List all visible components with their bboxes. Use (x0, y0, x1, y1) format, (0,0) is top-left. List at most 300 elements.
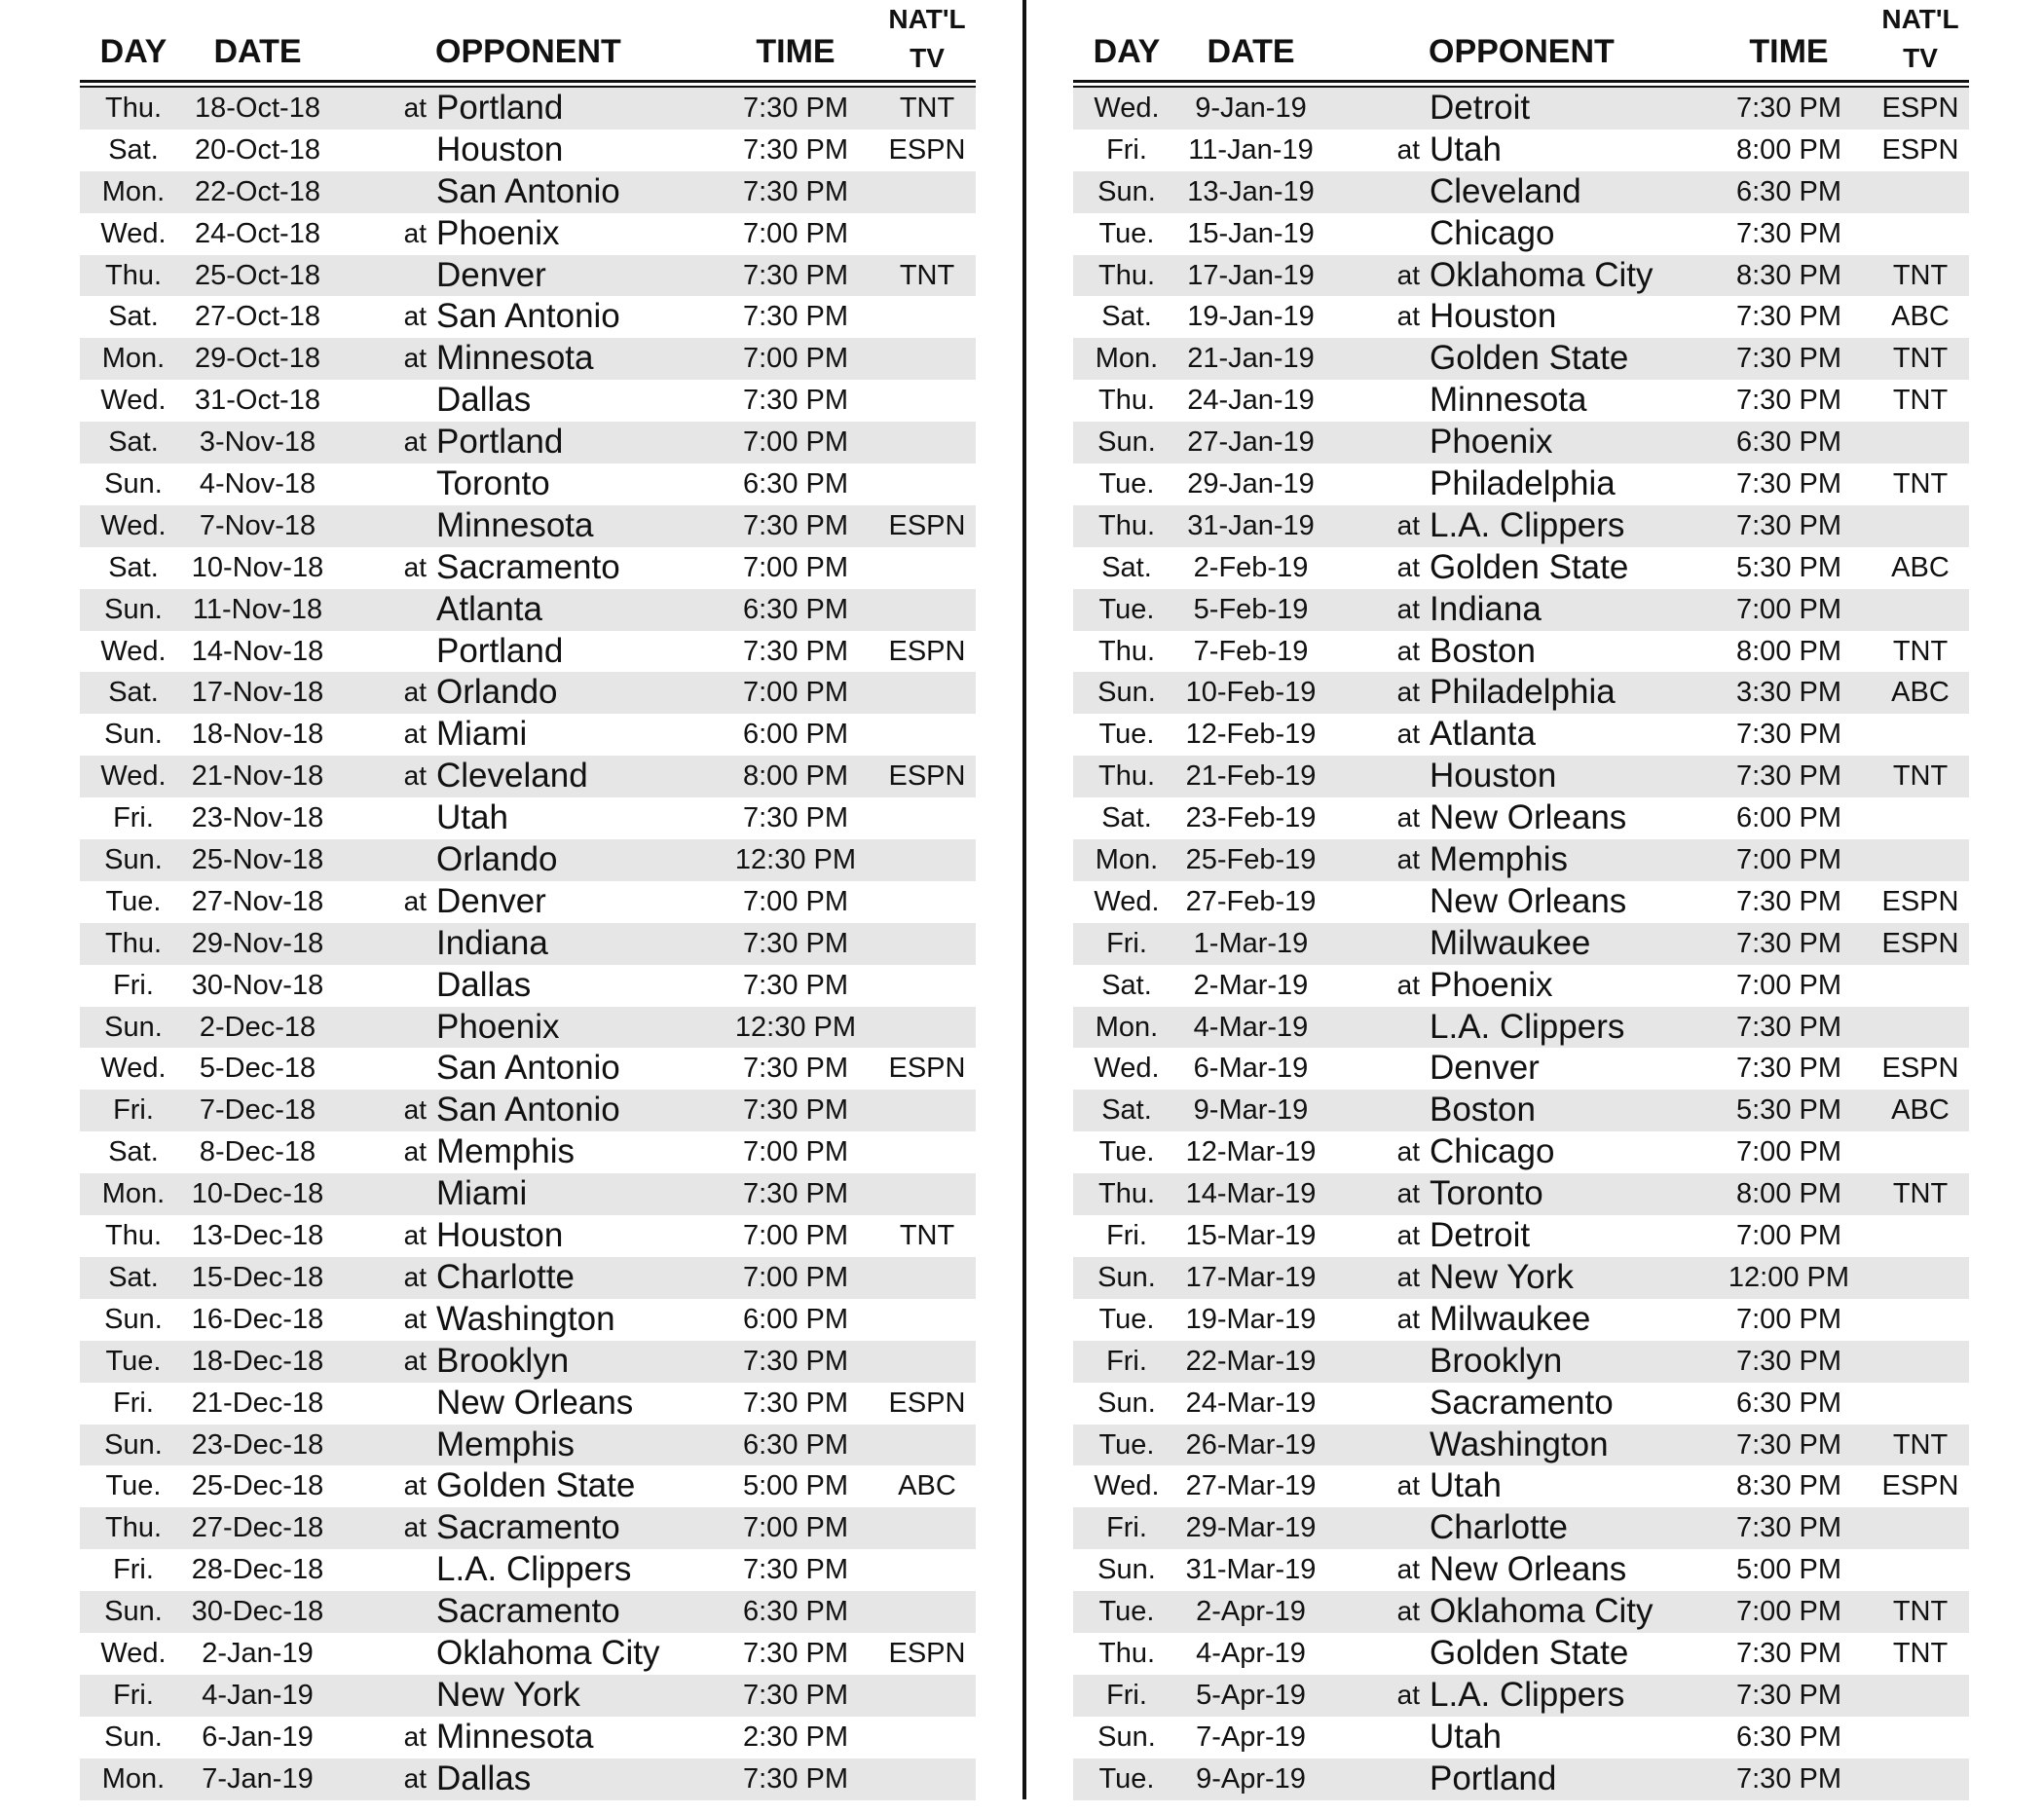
table-row (1073, 1633, 1969, 1675)
tv-network-cell (869, 1341, 985, 1383)
away-marker (368, 1383, 427, 1425)
away-marker: at (403, 1094, 427, 1126)
date-cell: 20-Oct-18 (195, 133, 320, 166)
time-cell: 7:00 PM (743, 1136, 848, 1168)
tv-network-cell (869, 380, 985, 422)
away-marker: at (403, 760, 427, 792)
time-cell: 7:30 PM (743, 175, 848, 207)
day-cell: Fri. (113, 1679, 154, 1711)
tv-network-cell: ABC (1891, 301, 1950, 333)
away-marker: at (403, 301, 427, 332)
time-cell: 7:30 PM (743, 1387, 848, 1419)
opponent-cell: Miami (436, 1174, 528, 1213)
date-cell: 18-Dec-18 (191, 1345, 324, 1377)
day-cell: Tue. (105, 1345, 162, 1377)
away-marker: at (1396, 802, 1420, 833)
away-marker (1361, 923, 1420, 965)
away-marker (1361, 1758, 1420, 1800)
table-row (1073, 1257, 1969, 1299)
opponent-cell: Memphis (1430, 840, 1568, 879)
away-marker: at (403, 885, 427, 916)
opponent-cell: Minnesota (436, 339, 594, 378)
day-cell: Fri. (1106, 927, 1147, 959)
time-cell: 7:00 PM (743, 343, 848, 375)
opponent-cell: Golden State (1430, 547, 1629, 586)
away-marker (368, 171, 427, 213)
opponent-cell: Denver (436, 881, 546, 920)
date-cell: 7-Feb-19 (1193, 635, 1309, 667)
table-row (1073, 1507, 1969, 1549)
opponent-cell: Indiana (1430, 589, 1542, 628)
table-row (80, 1257, 976, 1299)
tv-network-cell (1862, 589, 1979, 631)
away-marker: at (403, 426, 427, 458)
date-cell: 21-Feb-19 (1185, 760, 1317, 793)
tv-network-cell (869, 1131, 985, 1173)
time-cell: 6:30 PM (743, 1596, 848, 1628)
time-cell: 7:30 PM (743, 259, 848, 291)
away-marker: at (1396, 509, 1420, 540)
date-cell: 27-Dec-18 (191, 1512, 324, 1544)
away-marker: at (403, 1512, 427, 1543)
day-cell: Wed. (100, 385, 167, 417)
date-cell: 18-Oct-18 (195, 93, 320, 124)
date-cell: 4-Apr-19 (1196, 1637, 1306, 1669)
tv-network-cell: TNT (1892, 760, 1949, 793)
time-cell: 7:30 PM (1736, 93, 1841, 124)
tv-network-cell (1862, 213, 1979, 255)
tv-network-cell: ESPN (1881, 133, 1959, 166)
date-cell: 5-Feb-19 (1193, 593, 1309, 625)
date-cell: 9-Mar-19 (1193, 1094, 1309, 1127)
day-cell: Fri. (113, 1094, 154, 1127)
away-marker (1361, 422, 1420, 463)
table-row (1073, 756, 1969, 797)
table-header (1073, 0, 1969, 80)
day-cell: Fri. (113, 802, 154, 834)
day-cell: Sat. (108, 426, 159, 459)
time-cell: 6:30 PM (1736, 426, 1841, 459)
table-row (1073, 1173, 1969, 1215)
table-row (1073, 88, 1969, 130)
opponent-cell: Brooklyn (436, 1341, 570, 1380)
table-row (1073, 463, 1969, 505)
tv-network-cell (869, 213, 985, 255)
tv-network-cell: TNT (1892, 635, 1949, 667)
table-row (1073, 547, 1969, 589)
date-cell: 5-Apr-19 (1196, 1679, 1306, 1711)
away-marker (368, 589, 427, 631)
tv-network-cell: TNT (1892, 259, 1949, 291)
away-marker (1361, 338, 1420, 380)
tv-network-cell (1862, 1131, 1979, 1173)
date-cell: 8-Dec-18 (199, 1136, 316, 1168)
date-cell: 15-Dec-18 (191, 1261, 324, 1293)
time-cell: 7:30 PM (1736, 468, 1841, 500)
opponent-cell: Portland (436, 89, 564, 127)
day-cell: Sun. (1097, 1261, 1156, 1293)
opponent-cell: Denver (1430, 1049, 1540, 1088)
date-cell: 25-Dec-18 (191, 1470, 324, 1502)
table-row (1073, 714, 1969, 756)
opponent-cell: San Antonio (436, 171, 620, 210)
table-row (1073, 631, 1969, 673)
time-cell: 7:00 PM (743, 1512, 848, 1544)
header-rule (80, 80, 976, 83)
table-row (1073, 130, 1969, 171)
tv-network-cell: ABC (1891, 1094, 1950, 1127)
tv-network-cell: ESPN (888, 1387, 966, 1419)
tv-network-cell: TNT (1892, 1596, 1949, 1628)
table-row (1073, 1465, 1969, 1507)
day-cell: Wed. (100, 760, 167, 793)
opponent-cell: Golden State (436, 1466, 636, 1505)
table-row (80, 672, 976, 714)
day-cell: Mon. (101, 1762, 166, 1795)
away-marker: at (1396, 259, 1420, 290)
away-marker (368, 1007, 427, 1049)
table-row (80, 839, 976, 881)
table-row (80, 1758, 976, 1800)
tv-network-cell (869, 965, 985, 1007)
day-cell: Mon. (101, 343, 166, 375)
day-cell: Sat. (1101, 551, 1152, 583)
time-cell: 7:30 PM (743, 301, 848, 333)
date-cell: 29-Jan-19 (1187, 468, 1315, 500)
tv-network-cell: ESPN (1881, 93, 1959, 124)
schedule-table-right (1073, 0, 1969, 1800)
table-row (80, 547, 976, 589)
date-cell: 7-Jan-19 (202, 1762, 314, 1795)
day-cell: Thu. (1097, 259, 1156, 291)
table-row (1073, 1675, 1969, 1717)
away-marker (368, 797, 427, 839)
tv-network-cell (869, 463, 985, 505)
time-cell: 7:00 PM (743, 426, 848, 459)
date-cell: 4-Mar-19 (1193, 1011, 1309, 1043)
date-cell: 14-Nov-18 (191, 635, 324, 667)
table-row (1073, 1007, 1969, 1049)
opponent-cell: Charlotte (1430, 1508, 1569, 1547)
away-marker (1361, 1341, 1420, 1383)
table-row (80, 255, 976, 297)
time-cell: 6:30 PM (743, 468, 848, 500)
tv-network-cell (1862, 1383, 1979, 1425)
date-cell: 18-Nov-18 (191, 719, 324, 751)
day-cell: Fri. (1106, 1220, 1147, 1252)
day-cell: Sun. (1097, 175, 1156, 207)
opponent-cell: Portland (436, 631, 564, 670)
table-row (1073, 338, 1969, 380)
day-cell: Sat. (108, 1136, 159, 1168)
time-cell: 7:30 PM (1736, 1762, 1841, 1795)
away-marker (368, 1591, 427, 1633)
day-cell: Tue. (1098, 1303, 1155, 1335)
tv-network-cell (1862, 1215, 1979, 1257)
opponent-cell: Houston (1430, 297, 1557, 336)
table-row (80, 1717, 976, 1758)
table-row (80, 88, 976, 130)
time-cell: 7:30 PM (743, 133, 848, 166)
table-row (1073, 296, 1969, 338)
table-row (1073, 589, 1969, 631)
date-cell: 17-Nov-18 (191, 677, 324, 709)
time-cell: 7:30 PM (743, 509, 848, 541)
opponent-cell: Brooklyn (1430, 1341, 1563, 1380)
table-row (80, 505, 976, 547)
away-marker (368, 923, 427, 965)
day-cell: Thu. (1097, 635, 1156, 667)
table-row (80, 1425, 976, 1466)
opponent-cell: San Antonio (436, 1049, 620, 1088)
opponent-cell: Oklahoma City (1430, 255, 1654, 294)
day-cell: Sun. (104, 719, 163, 751)
tv-network-cell: ESPN (1881, 885, 1959, 917)
time-cell: 7:00 PM (743, 217, 848, 249)
opponent-cell: Portland (1430, 1758, 1557, 1797)
date-cell: 10-Nov-18 (191, 551, 324, 583)
time-cell: 6:30 PM (1736, 1387, 1841, 1419)
opponent-cell: Minnesota (436, 505, 594, 544)
time-cell: 7:30 PM (743, 635, 848, 667)
day-cell: Sat. (108, 551, 159, 583)
table-row (80, 1507, 976, 1549)
tv-network-cell (869, 797, 985, 839)
table-row (80, 1383, 976, 1425)
header-natl-tv (1862, 0, 1979, 78)
time-cell: 7:30 PM (1736, 1011, 1841, 1043)
away-marker (368, 965, 427, 1007)
time-cell: 6:30 PM (1736, 175, 1841, 207)
table-row (80, 797, 976, 839)
date-cell: 27-Jan-19 (1187, 426, 1315, 459)
time-cell: 7:30 PM (743, 1762, 848, 1795)
away-marker (368, 505, 427, 547)
away-marker: at (1396, 551, 1420, 582)
day-cell: Sun. (104, 1721, 163, 1753)
opponent-cell: Toronto (436, 464, 550, 503)
table-row (1073, 1299, 1969, 1341)
opponent-cell: Memphis (436, 1132, 575, 1171)
time-cell: 7:30 PM (1736, 927, 1841, 959)
day-cell: Wed. (1094, 93, 1160, 124)
away-marker (1361, 756, 1420, 797)
day-cell: Tue. (1098, 593, 1155, 625)
opponent-cell: Washington (1430, 1425, 1609, 1463)
table-row (80, 1675, 976, 1717)
time-cell: 5:00 PM (743, 1470, 848, 1502)
date-cell: 17-Mar-19 (1185, 1261, 1317, 1293)
table-row (80, 1007, 976, 1049)
header-natl-tv (869, 0, 985, 78)
day-cell: Tue. (105, 1470, 162, 1502)
table-row (80, 1299, 976, 1341)
day-cell: Tue. (1098, 217, 1155, 249)
table-row (80, 1048, 976, 1090)
time-cell: 6:30 PM (743, 593, 848, 625)
opponent-cell: Golden State (1430, 1633, 1629, 1672)
date-cell: 31-Mar-19 (1185, 1554, 1317, 1586)
tv-network-cell (869, 1425, 985, 1466)
day-cell: Sun. (1097, 426, 1156, 459)
away-marker: at (1396, 719, 1420, 750)
tv-network-cell (1862, 714, 1979, 756)
day-cell: Wed. (100, 1053, 167, 1085)
opponent-cell: Milwaukee (1430, 923, 1591, 962)
opponent-cell: Phoenix (1430, 965, 1553, 1004)
opponent-cell: San Antonio (436, 297, 620, 336)
date-cell: 2-Jan-19 (202, 1637, 314, 1669)
tv-network-cell: TNT (899, 259, 955, 291)
day-cell: Fri. (113, 969, 154, 1001)
tv-network-cell (869, 338, 985, 380)
date-cell: 15-Mar-19 (1185, 1220, 1317, 1252)
table-row (1073, 672, 1969, 714)
date-cell: 6-Jan-19 (202, 1721, 314, 1753)
tv-network-cell: ESPN (1881, 927, 1959, 959)
day-cell: Thu. (104, 1512, 163, 1544)
away-marker (368, 1048, 427, 1090)
tv-network-cell (1862, 171, 1979, 213)
day-cell: Tue. (1098, 468, 1155, 500)
time-cell: 7:30 PM (1736, 1679, 1841, 1711)
time-cell: 7:00 PM (1736, 969, 1841, 1001)
time-cell: 7:30 PM (1736, 509, 1841, 541)
opponent-cell: Golden State (1430, 339, 1629, 378)
away-marker (1361, 213, 1420, 255)
date-cell: 10-Dec-18 (191, 1178, 324, 1210)
day-cell: Sun. (104, 1011, 163, 1043)
date-cell: 17-Jan-19 (1187, 259, 1315, 291)
time-cell: 2:30 PM (743, 1721, 848, 1753)
date-cell: 27-Nov-18 (191, 885, 324, 917)
opponent-cell: New Orleans (1430, 1550, 1627, 1589)
date-cell: 14-Mar-19 (1185, 1178, 1317, 1210)
away-marker (1361, 1090, 1420, 1131)
opponent-cell: Dallas (436, 381, 532, 420)
opponent-cell: Orlando (436, 673, 558, 712)
header-date: DATE (213, 33, 302, 70)
opponent-cell: Minnesota (1430, 381, 1587, 420)
away-marker (1361, 463, 1420, 505)
away-marker: at (403, 1721, 427, 1752)
tv-network-cell (869, 1758, 985, 1800)
table-row (80, 881, 976, 923)
tv-network-cell (1862, 1717, 1979, 1758)
tv-network-cell (869, 1591, 985, 1633)
header-time: TIME (1749, 33, 1829, 70)
away-marker (368, 463, 427, 505)
opponent-cell: San Antonio (436, 1091, 620, 1129)
day-cell: Fri. (113, 1554, 154, 1586)
tv-network-cell (1862, 839, 1979, 881)
away-marker: at (1396, 1679, 1420, 1710)
time-cell: 7:00 PM (1736, 844, 1841, 876)
time-cell: 7:30 PM (743, 1679, 848, 1711)
day-cell: Sun. (1097, 1554, 1156, 1586)
day-cell: Sun. (104, 1303, 163, 1335)
opponent-cell: New Orleans (1430, 798, 1627, 837)
away-marker: at (403, 1303, 427, 1334)
header-tv-line2: TV (910, 43, 945, 73)
opponent-cell: Miami (436, 715, 528, 754)
away-marker: at (1396, 1178, 1420, 1209)
date-cell: 12-Feb-19 (1185, 719, 1317, 751)
opponent-cell: Cleveland (436, 757, 588, 796)
date-cell: 1-Mar-19 (1193, 927, 1309, 959)
date-cell: 29-Oct-18 (195, 343, 320, 375)
date-cell: 22-Mar-19 (1185, 1345, 1317, 1377)
time-cell: 7:30 PM (1736, 1345, 1841, 1377)
date-cell: 30-Dec-18 (191, 1596, 324, 1628)
header-opponent: OPPONENT (1429, 33, 1615, 70)
table-row (1073, 839, 1969, 881)
tv-network-cell (1862, 1007, 1979, 1049)
tv-network-cell: ESPN (1881, 1053, 1959, 1085)
opponent-cell: Oklahoma City (436, 1633, 660, 1672)
tv-network-cell (869, 923, 985, 965)
table-row (1073, 965, 1969, 1007)
time-cell: 7:30 PM (1736, 343, 1841, 375)
opponent-cell: Memphis (436, 1425, 575, 1463)
table-row (80, 1465, 976, 1507)
away-marker: at (403, 719, 427, 750)
date-cell: 19-Mar-19 (1185, 1303, 1317, 1335)
away-marker (368, 380, 427, 422)
day-cell: Tue. (1098, 1596, 1155, 1628)
opponent-cell: Philadelphia (1430, 464, 1616, 503)
opponent-cell: New York (1430, 1257, 1574, 1296)
date-cell: 23-Nov-18 (191, 802, 324, 834)
table-row (1073, 1090, 1969, 1131)
opponent-cell: Sacramento (436, 547, 620, 586)
time-cell: 7:30 PM (1736, 217, 1841, 249)
tv-network-cell (869, 547, 985, 589)
table-row (80, 631, 976, 673)
time-cell: 7:00 PM (743, 1220, 848, 1252)
table-row (1073, 1215, 1969, 1257)
table-row (1073, 1131, 1969, 1173)
away-marker: at (403, 1220, 427, 1251)
away-marker (368, 1173, 427, 1215)
away-marker: at (1396, 133, 1420, 165)
tv-network-cell: ABC (1891, 677, 1950, 709)
day-cell: Sun. (104, 844, 163, 876)
table-row (80, 130, 976, 171)
tv-network-cell (869, 1257, 985, 1299)
away-marker: at (403, 217, 427, 248)
opponent-cell: Charlotte (436, 1257, 576, 1296)
away-marker (1361, 1007, 1420, 1049)
time-cell: 7:30 PM (743, 969, 848, 1001)
tv-network-cell (869, 839, 985, 881)
day-cell: Sat. (108, 133, 159, 166)
table-row (80, 1591, 976, 1633)
time-cell: 7:00 PM (1736, 1136, 1841, 1168)
day-cell: Sat. (1101, 301, 1152, 333)
date-cell: 13-Dec-18 (191, 1220, 324, 1252)
date-cell: 24-Jan-19 (1187, 385, 1315, 417)
date-cell: 10-Feb-19 (1185, 677, 1317, 709)
tv-network-cell (869, 1090, 985, 1131)
day-cell: Mon. (1095, 343, 1159, 375)
time-cell: 3:30 PM (1736, 677, 1841, 709)
away-marker: at (403, 551, 427, 582)
table-row (1073, 505, 1969, 547)
opponent-cell: Minnesota (436, 1717, 594, 1756)
time-cell: 7:00 PM (743, 677, 848, 709)
day-cell: Tue. (1098, 719, 1155, 751)
